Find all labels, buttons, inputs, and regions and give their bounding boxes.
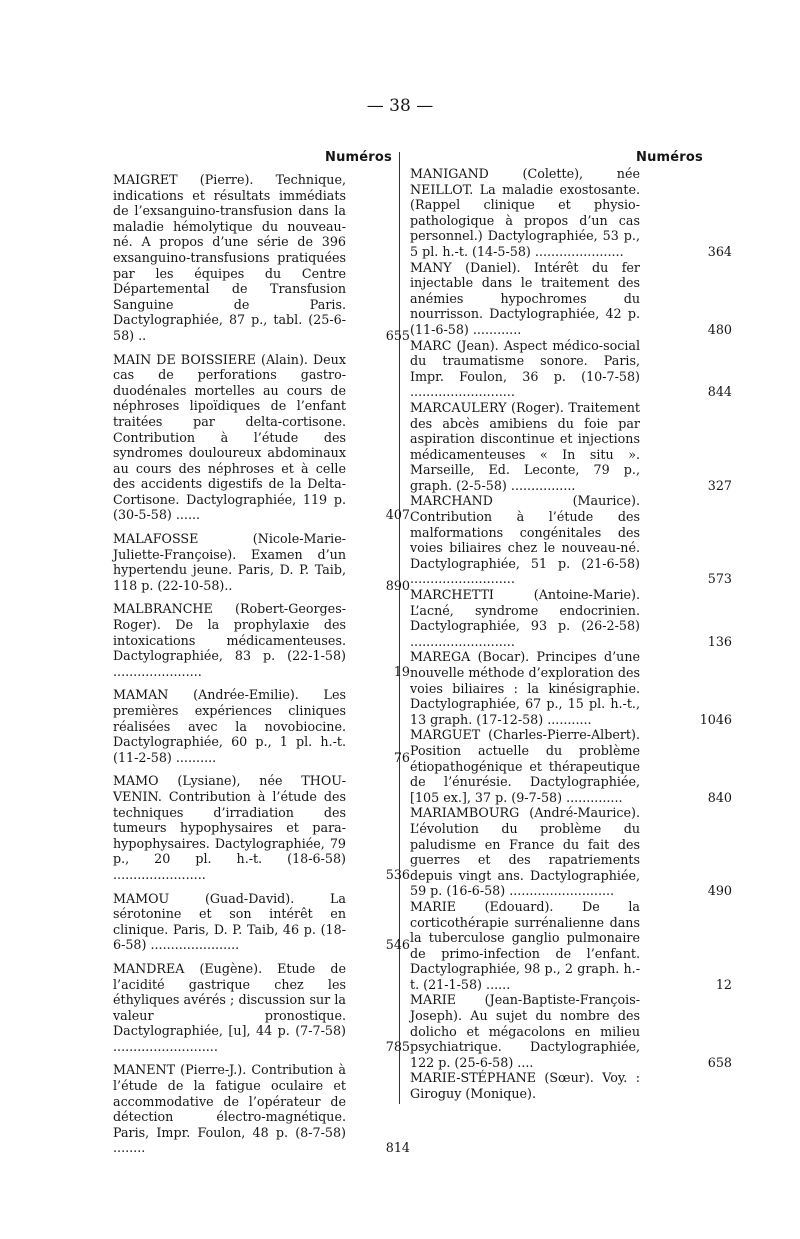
index-entry <box>113 601 410 679</box>
index-entry <box>113 1062 410 1156</box>
entry-number: 536 <box>385 866 410 882</box>
entry-text: MARCHAND (Maurice). Contribution à l’étude des malformations congénitales des voies biliaires chez le nouveau-né. Dactylographiée, 51 p. (21-6-58) .......................... <box>410 493 640 587</box>
entry-number: 814 <box>385 1140 410 1156</box>
entry-text: MARC (Jean). Aspect médico-social du traumatisme sonore. Paris, Impr. Foulon, 36 p. (10-7-58) .......................... <box>410 337 640 400</box>
entry-text: MAMO (Lysiane), née THOU-VENIN. Contribution à l’étude des techniques d’irradiation des tumeurs hypophysaires et para-hypophysaires. Dactylographiée, 79 p., 20 pl. h.-t. (18-6-58) ....................... <box>113 773 346 882</box>
entry-number: 136 <box>707 633 732 649</box>
entry-text: MAMAN (Andrée-Emilie). Les premières expériences cliniques réalisées avec la novobiocine. Dactylographiée, 60 p., 1 pl. h.-t. (11-2-58) .......... <box>113 687 346 765</box>
entry-number: 76 <box>393 749 410 765</box>
index-entry <box>113 351 410 524</box>
page-number: — 38 — <box>366 96 434 116</box>
entry-text: MALBRANCHE (Robert-Georges-Roger). De la prophylaxie des intoxications médicamenteuses. Dactylographiée, 83 p. (22-1-58) ...................... <box>113 601 346 679</box>
entry-text: MANDREA (Eugène). Etude de l’acidité gastrique chez les éthyliques avérés ; discussion sur la valeur pronostique. Dactylographiée, [u], 44 p. (7-7-58) .......................... <box>113 960 346 1054</box>
entry-text: MARIAMBOURG (André-Maurice). L’évolution du problème du paludisme en France du fait des guerres et des rapatriements depuis vingt ans. Dactylographiée, 59 p. (16-6-58) .......................... <box>410 805 640 899</box>
index-entry <box>410 493 732 587</box>
entry-number: 327 <box>707 477 732 493</box>
right-column <box>410 166 732 1102</box>
entry-text: MAIN DE BOISSIERE (Alain). Deux cas de perforations gastro-duodénales mortelles au cours de néphroses lipoïdiques de l’enfant traitées par delta-cortisone. Contribution à l’étude des syndromes douloureux abdominaux au cours des néphroses et à celle des accidents digestifs de la Delta-Cortisone. Dactylographiée, 119 p. (30-5-58) ...... <box>113 351 346 523</box>
entry-number: 890 <box>385 577 410 593</box>
index-entry <box>113 960 410 1055</box>
entry-text: MAIGRET (Pierre). Technique, indications et résultats immédiats de l’exsanguino-transfusion dans la maladie hémolytique du nouveau-né. A propos d’une série de 396 exsanguino-transfusions pratiquées par les équipes du Centre Départemental de Transfusion Sanguine de Paris. Dactylographiée, 87 p., tabl. (25-6-58) .. <box>113 172 346 343</box>
entry-number: 844 <box>707 384 732 400</box>
index-entry <box>410 1070 694 1101</box>
entry-text: MAREGA (Bocar). Principes d’une nouvelle méthode d’exploration des voies biliaires : la kinésigraphie. Dactylographiée, 67 p., 15 pl. h.-t., 13 graph. (17-12-58) ........... <box>410 649 640 727</box>
index-entry <box>113 773 410 882</box>
entry-text: MARIE (Jean-Baptiste-François-Joseph). Au sujet du nombre des dolicho et mégacolons en milieu psychiatrique. Dactylographiée, 122 p. (25-6-58) .... <box>410 992 640 1070</box>
index-entry <box>410 587 732 649</box>
index-entry <box>113 172 410 344</box>
entry-text: MALAFOSSE (Nicole-Marie-Juliette-Françoise). Examen d’un hypertendu jeune. Paris, D. P. Taib, 118 p. (22-10-58).. <box>113 531 346 593</box>
index-entry <box>113 890 410 953</box>
entry-text: MANENT (Pierre-J.). Contribution à l’étude de la fatigue oculaire et accommodative de l’opérateur de détection électro-magnétique. Paris, Impr. Foulon, 48 p. (8-7-58) ........ <box>113 1062 346 1156</box>
index-entry <box>410 649 732 727</box>
index-entry <box>410 898 732 993</box>
entry-text: MANIGAND (Colette), née NEILLOT. La maladie exostosante. (Rappel clinique et physio-pathologique à propos d’un cas personnel.) Dactylographiée, 53 p., 5 pl. h.-t. (14-5-58) ...................... <box>410 166 640 259</box>
index-entry <box>410 805 732 899</box>
index-entry <box>410 259 732 338</box>
entry-number: 1046 <box>699 711 732 727</box>
column-divider <box>399 152 400 1104</box>
left-column-header: Numéros <box>325 150 392 165</box>
index-entry <box>113 687 410 765</box>
entry-text: MARCHETTI (Antoine-Marie). L’acné, syndrome endocrinien. Dactylographiée, 93 p. (26-2-58) .......................... <box>410 587 640 649</box>
entry-number: 12 <box>715 976 732 992</box>
entry-number: 19 <box>393 663 410 679</box>
entry-text: MANY (Daniel). Intérêt du fer injectable dans le traitement des anémies hypochromes du nourrisson. Dactylographiée, 42 p. (11-6-58) ............ <box>410 259 640 337</box>
index-entry <box>410 337 732 400</box>
index-entry <box>410 727 732 805</box>
index-entry <box>410 399 732 494</box>
right-column-header: Numéros <box>636 150 703 165</box>
entry-text: MAMOU (Guad-David). La sérotonine et son intérêt en clinique. Paris, D. P. Taib, 46 p. (18-6-58) ...................... <box>113 890 346 953</box>
entry-number: 490 <box>707 883 732 899</box>
index-entry <box>410 166 732 260</box>
entry-text: MARGUET (Charles-Pierre-Albert). Position actuelle du problème étiopathogénique et thérapeutique de l’énurésie. Dactylographiée, [105 ex.], 37 p. (9-7-58) .............. <box>410 727 640 805</box>
entry-number: 480 <box>707 321 732 337</box>
entry-text: MARIE (Edouard). De la corticothérapie surrénalienne dans la tuberculose ganglio pulmonaire de primo-infection de l’enfant. Dactylographiée, 98 p., 2 graph. h.-t. (21-1-58) ...... <box>410 898 640 992</box>
entry-number: 785 <box>385 1038 410 1054</box>
index-entry <box>113 531 410 593</box>
entry-number: 655 <box>385 327 410 343</box>
entry-number: 573 <box>707 571 732 587</box>
left-column <box>113 172 410 1164</box>
entry-number: 364 <box>707 243 732 259</box>
entry-number: 407 <box>385 507 410 523</box>
entry-text: MARCAULERY (Roger). Traitement des abcès amibiens du foie par aspiration discontinue et injections médicamenteuses « In situ ». Marseille, Ed. Leconte, 79 p., graph. (2-5-58) ................ <box>410 399 640 493</box>
entry-number: 546 <box>385 937 410 953</box>
index-entry <box>410 992 732 1070</box>
entry-number: 840 <box>707 789 732 805</box>
entry-number: 658 <box>707 1054 732 1070</box>
entry-text: MARIE-STÉPHANE (Sœur). Voy. : Giroguy (Monique). <box>410 1070 640 1102</box>
